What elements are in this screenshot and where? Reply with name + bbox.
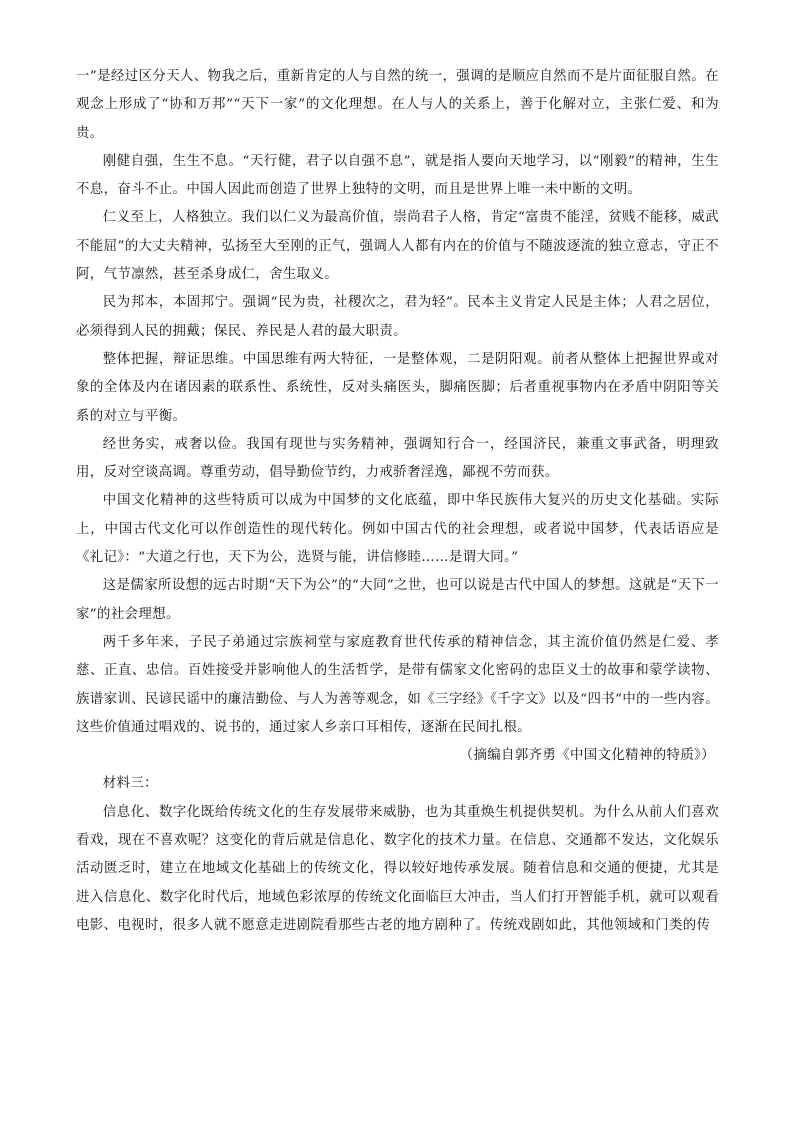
paragraph-great-unity: 这是儒家所设想的远古时期“天下为公”的“大同”之世，也可以说是古代中国人的梦想。这就是“天下一家”的社会理想。 <box>76 578 719 622</box>
document-page <box>76 63 719 940</box>
paragraph-benevolence: 仁义至上，人格独立。我们以仁义为最高价值，崇尚君子人格，肯定“富贵不能淫，贫贱不能移，威武不能屈”的大丈夫精神，弘扬至大至刚的正气，强调人人都有内在的价值与不随波逐流的独立意志，守正不阿，气节凛然，甚至杀身成仁，舍生取义。 <box>76 210 719 283</box>
paragraph-transmission: 两千多年来，子民子弟通过宗族祠堂与家庭教育世代传承的精神信念，其主流价值仍然是仁爱、孝慈、正直、忠信。百姓接受并影响他人的生活哲学，是带有儒家文化密码的忠臣义士的故事和蒙学读物、族谱家训、民谚民谣中的廉洁勤俭、与人为善等观念，如《三字经》《千字文》以及“四书”中的一些内容。这些价值通过唱戏的、说书的，通过家人乡亲口耳相传，逐渐在民间扎根。 <box>76 634 719 735</box>
paragraph-digitalization: 信息化、数字化既给传统文化的生存发展带来威胁，也为其重焕生机提供契机。为什么从前人们喜欢看戏，现在不喜欢呢？这变化的背后就是信息化、数字化的技术力量。在信息、交通都不发达，文化娱乐活动匮乏时，建立在地域文化基础上的传统文化，得以较好地传承发展。随着信息和交通的便捷，尤其是进入信息化、数字化时代后，地域色彩浓厚的传统文化面临巨大冲击，当人们打开智能手机，就可以观看电影、电视时，很多人就不愿意走进剧院看那些古老的地方剧种了。传统戏剧如此，其他领域和门类的传 <box>76 804 719 933</box>
paragraph-pragmatism: 经世务实，戒奢以俭。我国有现世与实务精神，强调知行合一，经国济民，兼重文事武备，明理致用，反对空谈高调。尊重劳动，倡导勤俭节约，力戒骄奢淫逸，鄙视不劳而获。 <box>76 436 719 481</box>
citation: （摘编自郭齐勇《中国文化精神的特质》） <box>459 748 715 764</box>
paragraph-people-root: 民为邦本，本固邦宁。强调“民为贵，社稷次之，君为轻”。民本主义肯定人民是主体；人君之居位，必须得到人民的拥戴；保民、养民是人君的最大职责。 <box>76 295 719 339</box>
paragraph-vigor: 刚健自强，生生不息。“天行健，君子以自强不息”，就是指人要向天地学习，以“刚毅”的精神，生生不息，奋斗不止。中国人因此而创造了世界上独特的文明，而且是世界上唯一未中断的文明。 <box>76 153 719 198</box>
paragraph-holistic-thinking: 整体把握，辩证思维。中国思维有两大特征，一是整体观，二是阴阳观。前者从整体上把握世界或对象的全体及内在诸因素的联系性、系统性，反对头痛医头，脚痛医脚；后者重视事物内在矛盾中阴阳等关系的对立与平衡。 <box>76 351 719 424</box>
paragraph-continuation: 一”是经过区分天人、物我之后，重新肯定的人与自然的统一，强调的是顺应自然而不是片面征服自然。在观念上形成了“协和万邦”“天下一家”的文化理想。在人与人的关系上，善于化解对立，主张仁爱、和为贵。 <box>76 69 719 141</box>
section-label: 材料三： <box>102 776 158 792</box>
paragraph-chinese-dream: 中国文化精神的这些特质可以成为中国梦的文化底蕴，即中华民族伟大复兴的历史文化基础。实际上，中国古代文化可以作创造性的现代转化。例如中国古代的社会理想，或者说中国梦，代表话语应是《礼记》：“大道之行也，天下为公，选贤与能，讲信修睦……是谓大同。” <box>76 493 719 566</box>
